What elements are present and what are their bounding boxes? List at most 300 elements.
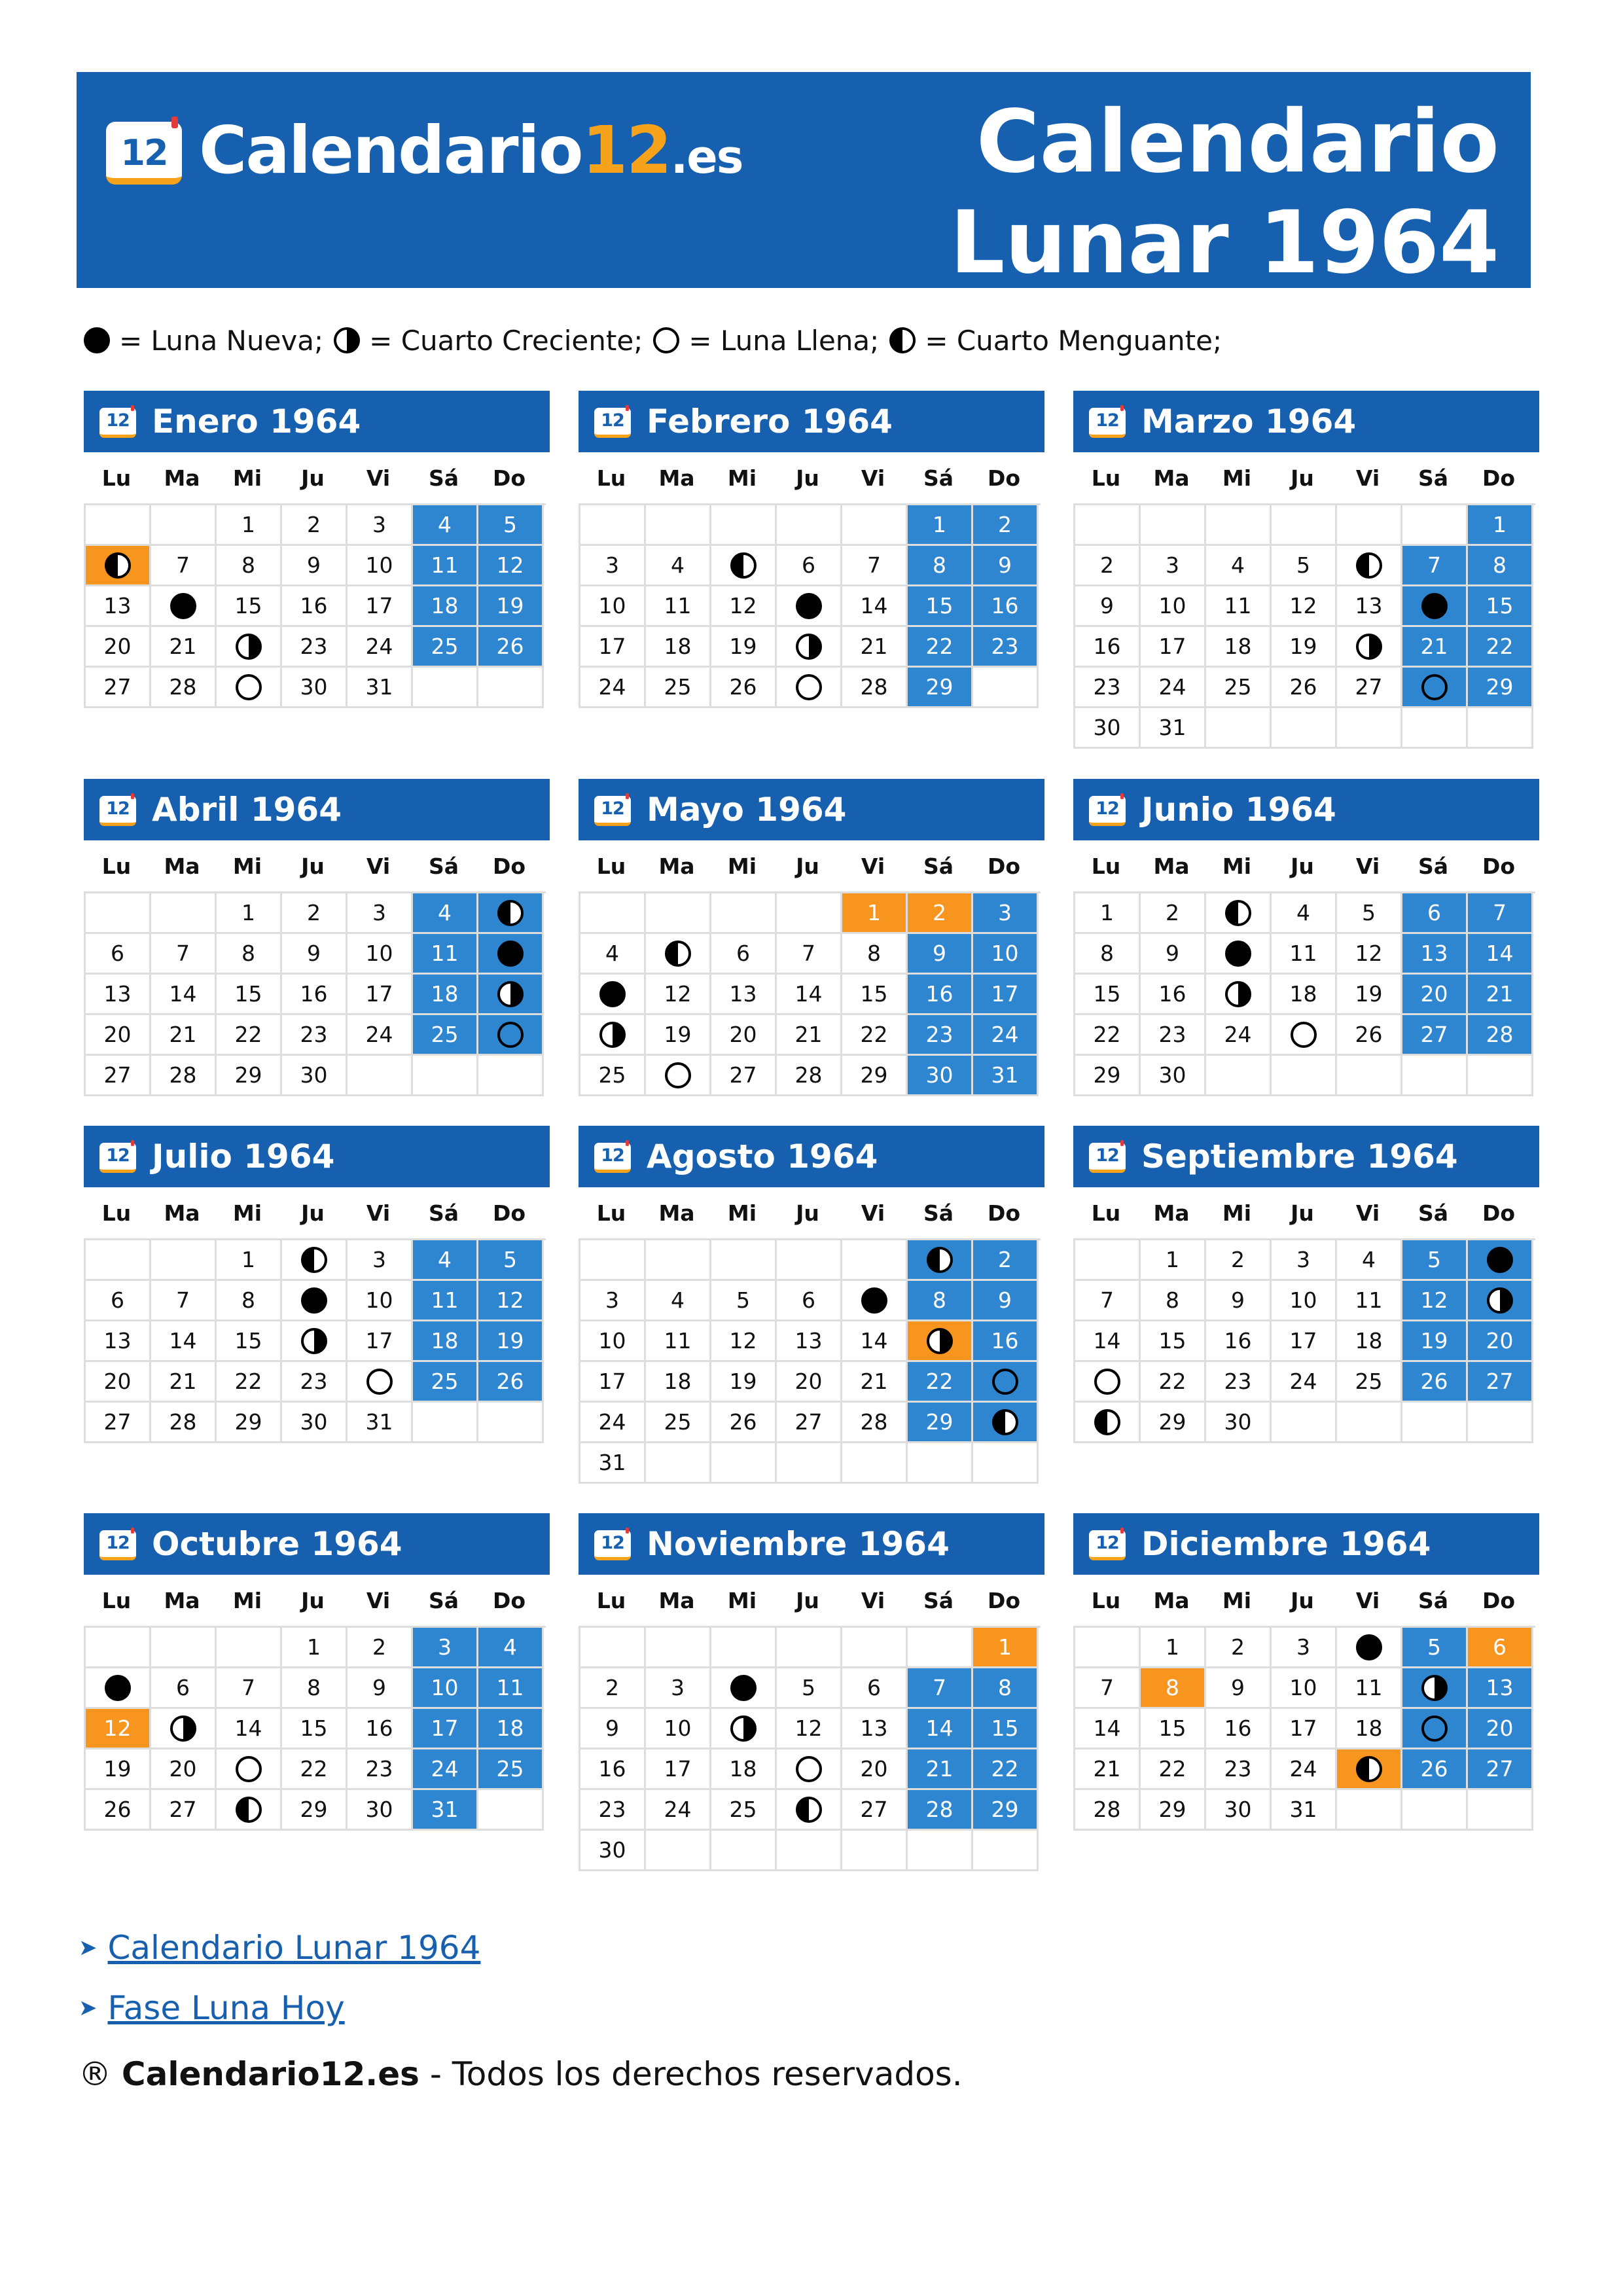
day-cell[interactable]: 26 [1272, 668, 1337, 708]
day-cell[interactable]: 31 [1141, 708, 1206, 749]
day-cell[interactable]: 20 [1468, 1709, 1533, 1749]
day-cell[interactable]: 30 [282, 1403, 348, 1443]
day-cell[interactable]: 9 [580, 1709, 646, 1749]
day-cell[interactable]: 18 [478, 1709, 544, 1749]
day-cell[interactable]: 14 [842, 1321, 908, 1362]
day-cell[interactable] [711, 546, 777, 586]
day-cell[interactable]: 8 [217, 546, 282, 586]
day-cell[interactable]: 22 [217, 1362, 282, 1403]
day-cell[interactable]: 1 [842, 893, 908, 934]
day-cell[interactable]: 22 [1468, 627, 1533, 668]
day-cell[interactable] [580, 1015, 646, 1056]
day-cell[interactable] [777, 586, 842, 627]
day-cell[interactable]: 11 [413, 546, 478, 586]
site-logo[interactable] [106, 108, 742, 193]
day-cell[interactable]: 2 [1206, 1240, 1272, 1281]
day-cell[interactable]: 18 [413, 1321, 478, 1362]
day-cell[interactable]: 9 [1206, 1668, 1272, 1709]
day-cell[interactable]: 30 [1141, 1056, 1206, 1096]
day-cell[interactable]: 8 [217, 934, 282, 975]
day-cell[interactable]: 25 [1337, 1362, 1402, 1403]
day-cell[interactable]: 21 [777, 1015, 842, 1056]
day-cell[interactable]: 5 [478, 505, 544, 546]
day-cell[interactable]: 1 [217, 505, 282, 546]
day-cell[interactable]: 1 [1075, 893, 1141, 934]
day-cell[interactable]: 29 [908, 1403, 973, 1443]
day-cell[interactable]: 3 [580, 1281, 646, 1321]
day-cell[interactable]: 17 [580, 627, 646, 668]
day-cell[interactable]: 6 [151, 1668, 217, 1709]
day-cell[interactable]: 29 [282, 1790, 348, 1831]
day-cell[interactable]: 16 [282, 586, 348, 627]
day-cell[interactable]: 26 [478, 1362, 544, 1403]
day-cell[interactable]: 23 [1206, 1749, 1272, 1790]
day-cell[interactable]: 12 [1337, 934, 1402, 975]
day-cell[interactable]: 21 [1402, 627, 1468, 668]
day-cell[interactable]: 18 [413, 975, 478, 1015]
day-cell[interactable]: 6 [777, 1281, 842, 1321]
day-cell[interactable]: 21 [842, 627, 908, 668]
day-cell[interactable]: 16 [1075, 627, 1141, 668]
day-cell[interactable]: 14 [908, 1709, 973, 1749]
day-cell[interactable]: 23 [580, 1790, 646, 1831]
day-cell[interactable]: 26 [711, 1403, 777, 1443]
day-cell[interactable]: 24 [413, 1749, 478, 1790]
day-cell[interactable]: 9 [973, 1281, 1039, 1321]
day-cell[interactable]: 4 [1206, 546, 1272, 586]
day-cell[interactable]: 15 [217, 975, 282, 1015]
day-cell[interactable]: 5 [1402, 1240, 1468, 1281]
day-cell[interactable]: 11 [1272, 934, 1337, 975]
day-cell[interactable]: 4 [413, 1240, 478, 1281]
day-cell[interactable]: 21 [908, 1749, 973, 1790]
day-cell[interactable]: 22 [1141, 1362, 1206, 1403]
day-cell[interactable]: 13 [1402, 934, 1468, 975]
day-cell[interactable] [1402, 668, 1468, 708]
day-cell[interactable]: 15 [908, 586, 973, 627]
day-cell[interactable]: 11 [1337, 1668, 1402, 1709]
day-cell[interactable]: 23 [1206, 1362, 1272, 1403]
day-cell[interactable]: 4 [413, 505, 478, 546]
day-cell[interactable]: 8 [1141, 1668, 1206, 1709]
day-cell[interactable]: 13 [86, 586, 151, 627]
day-cell[interactable]: 7 [842, 546, 908, 586]
day-cell[interactable]: 21 [151, 1015, 217, 1056]
day-cell[interactable]: 5 [1272, 546, 1337, 586]
day-cell[interactable] [646, 934, 711, 975]
day-cell[interactable]: 22 [1075, 1015, 1141, 1056]
day-cell[interactable]: 27 [86, 668, 151, 708]
day-cell[interactable]: 4 [478, 1628, 544, 1668]
day-cell[interactable]: 4 [1272, 893, 1337, 934]
day-cell[interactable]: 30 [1206, 1403, 1272, 1443]
day-cell[interactable]: 22 [973, 1749, 1039, 1790]
day-cell[interactable]: 10 [973, 934, 1039, 975]
day-cell[interactable]: 22 [908, 627, 973, 668]
day-cell[interactable]: 26 [1402, 1749, 1468, 1790]
day-cell[interactable]: 3 [1272, 1628, 1337, 1668]
day-cell[interactable]: 12 [86, 1709, 151, 1749]
day-cell[interactable]: 14 [1075, 1709, 1141, 1749]
day-cell[interactable]: 9 [348, 1668, 413, 1709]
day-cell[interactable]: 22 [217, 1015, 282, 1056]
day-cell[interactable]: 28 [151, 668, 217, 708]
day-cell[interactable]: 12 [646, 975, 711, 1015]
day-cell[interactable]: 20 [1468, 1321, 1533, 1362]
day-cell[interactable]: 26 [86, 1790, 151, 1831]
day-cell[interactable]: 9 [1075, 586, 1141, 627]
day-cell[interactable]: 10 [646, 1709, 711, 1749]
day-cell[interactable]: 6 [711, 934, 777, 975]
day-cell[interactable]: 30 [908, 1056, 973, 1096]
day-cell[interactable]: 15 [842, 975, 908, 1015]
day-cell[interactable]: 10 [1272, 1668, 1337, 1709]
day-cell[interactable]: 18 [711, 1749, 777, 1790]
day-cell[interactable]: 6 [842, 1668, 908, 1709]
day-cell[interactable]: 20 [777, 1362, 842, 1403]
day-cell[interactable]: 25 [1206, 668, 1272, 708]
day-cell[interactable]: 14 [1075, 1321, 1141, 1362]
day-cell[interactable]: 19 [1337, 975, 1402, 1015]
day-cell[interactable]: 11 [478, 1668, 544, 1709]
day-cell[interactable]: 6 [777, 546, 842, 586]
day-cell[interactable]: 2 [973, 1240, 1039, 1281]
day-cell[interactable]: 2 [1206, 1628, 1272, 1668]
day-cell[interactable]: 20 [1402, 975, 1468, 1015]
day-cell[interactable]: 1 [1468, 505, 1533, 546]
day-cell[interactable]: 1 [217, 893, 282, 934]
day-cell[interactable]: 9 [282, 546, 348, 586]
day-cell[interactable]: 24 [348, 627, 413, 668]
day-cell[interactable]: 19 [1402, 1321, 1468, 1362]
day-cell[interactable]: 7 [151, 546, 217, 586]
day-cell[interactable]: 13 [711, 975, 777, 1015]
day-cell[interactable]: 5 [1402, 1628, 1468, 1668]
day-cell[interactable]: 15 [973, 1709, 1039, 1749]
day-cell[interactable]: 17 [1141, 627, 1206, 668]
day-cell[interactable]: 28 [777, 1056, 842, 1096]
day-cell[interactable]: 11 [413, 934, 478, 975]
day-cell[interactable] [777, 627, 842, 668]
day-cell[interactable]: 19 [711, 1362, 777, 1403]
day-cell[interactable]: 2 [282, 505, 348, 546]
day-cell[interactable]: 29 [217, 1403, 282, 1443]
day-cell[interactable]: 13 [86, 1321, 151, 1362]
day-cell[interactable]: 20 [86, 1362, 151, 1403]
day-cell[interactable]: 7 [1402, 546, 1468, 586]
day-cell[interactable]: 12 [711, 586, 777, 627]
day-cell[interactable]: 15 [282, 1709, 348, 1749]
day-cell[interactable]: 19 [646, 1015, 711, 1056]
day-cell[interactable]: 28 [1075, 1790, 1141, 1831]
day-cell[interactable]: 22 [842, 1015, 908, 1056]
day-cell[interactable]: 23 [282, 1015, 348, 1056]
day-cell[interactable]: 11 [413, 1281, 478, 1321]
day-cell[interactable]: 31 [413, 1790, 478, 1831]
day-cell[interactable]: 3 [973, 893, 1039, 934]
day-cell[interactable]: 16 [1206, 1709, 1272, 1749]
day-cell[interactable]: 27 [842, 1790, 908, 1831]
day-cell[interactable]: 10 [348, 546, 413, 586]
day-cell[interactable]: 8 [842, 934, 908, 975]
day-cell[interactable] [646, 1056, 711, 1096]
day-cell[interactable]: 9 [1206, 1281, 1272, 1321]
day-cell[interactable]: 9 [282, 934, 348, 975]
day-cell[interactable]: 9 [908, 934, 973, 975]
day-cell[interactable] [1468, 1240, 1533, 1281]
day-cell[interactable]: 21 [151, 627, 217, 668]
day-cell[interactable]: 18 [1272, 975, 1337, 1015]
day-cell[interactable]: 24 [1272, 1749, 1337, 1790]
day-cell[interactable]: 8 [217, 1281, 282, 1321]
day-cell[interactable]: 30 [1075, 708, 1141, 749]
day-cell[interactable]: 20 [842, 1749, 908, 1790]
day-cell[interactable]: 18 [1206, 627, 1272, 668]
day-cell[interactable]: 28 [842, 668, 908, 708]
day-cell[interactable]: 19 [478, 586, 544, 627]
day-cell[interactable]: 8 [282, 1668, 348, 1709]
day-cell[interactable]: 27 [1337, 668, 1402, 708]
link-calendario-lunar[interactable]: Calendario Lunar 1964 [107, 1929, 481, 1967]
day-cell[interactable] [217, 1749, 282, 1790]
day-cell[interactable]: 23 [973, 627, 1039, 668]
day-cell[interactable]: 14 [777, 975, 842, 1015]
day-cell[interactable]: 7 [908, 1668, 973, 1709]
day-cell[interactable]: 9 [973, 546, 1039, 586]
day-cell[interactable]: 30 [282, 1056, 348, 1096]
day-cell[interactable]: 14 [151, 975, 217, 1015]
day-cell[interactable]: 17 [973, 975, 1039, 1015]
day-cell[interactable] [478, 934, 544, 975]
day-cell[interactable]: 1 [908, 505, 973, 546]
day-cell[interactable]: 5 [711, 1281, 777, 1321]
day-cell[interactable]: 29 [842, 1056, 908, 1096]
day-cell[interactable] [1402, 1668, 1468, 1709]
day-cell[interactable]: 25 [413, 1362, 478, 1403]
day-cell[interactable]: 31 [348, 1403, 413, 1443]
day-cell[interactable]: 11 [646, 1321, 711, 1362]
day-cell[interactable]: 27 [86, 1403, 151, 1443]
day-cell[interactable]: 27 [86, 1056, 151, 1096]
day-cell[interactable]: 25 [478, 1749, 544, 1790]
day-cell[interactable]: 12 [777, 1709, 842, 1749]
day-cell[interactable]: 28 [151, 1403, 217, 1443]
day-cell[interactable]: 3 [580, 546, 646, 586]
day-cell[interactable]: 1 [1141, 1240, 1206, 1281]
day-cell[interactable] [282, 1281, 348, 1321]
day-cell[interactable]: 29 [1141, 1790, 1206, 1831]
day-cell[interactable] [711, 1668, 777, 1709]
day-cell[interactable]: 24 [348, 1015, 413, 1056]
day-cell[interactable]: 24 [1272, 1362, 1337, 1403]
day-cell[interactable]: 2 [973, 505, 1039, 546]
day-cell[interactable]: 27 [1402, 1015, 1468, 1056]
day-cell[interactable]: 12 [1272, 586, 1337, 627]
day-cell[interactable]: 18 [646, 1362, 711, 1403]
day-cell[interactable]: 16 [1141, 975, 1206, 1015]
day-cell[interactable]: 1 [217, 1240, 282, 1281]
day-cell[interactable]: 31 [973, 1056, 1039, 1096]
day-cell[interactable] [478, 893, 544, 934]
day-cell[interactable]: 5 [478, 1240, 544, 1281]
day-cell[interactable]: 18 [413, 586, 478, 627]
day-cell[interactable]: 20 [711, 1015, 777, 1056]
day-cell[interactable]: 14 [151, 1321, 217, 1362]
day-cell[interactable]: 7 [1075, 1668, 1141, 1709]
day-cell[interactable]: 20 [86, 1015, 151, 1056]
day-cell[interactable] [1075, 1403, 1141, 1443]
day-cell[interactable] [842, 1281, 908, 1321]
day-cell[interactable]: 19 [1272, 627, 1337, 668]
day-cell[interactable]: 25 [413, 627, 478, 668]
day-cell[interactable]: 23 [348, 1749, 413, 1790]
day-cell[interactable]: 5 [777, 1668, 842, 1709]
day-cell[interactable]: 7 [1075, 1281, 1141, 1321]
day-cell[interactable] [478, 975, 544, 1015]
link-fase-luna-hoy[interactable]: Fase Luna Hoy [107, 1989, 345, 2027]
day-cell[interactable]: 17 [1272, 1321, 1337, 1362]
day-cell[interactable] [151, 586, 217, 627]
day-cell[interactable]: 3 [348, 505, 413, 546]
day-cell[interactable]: 15 [1468, 586, 1533, 627]
day-cell[interactable]: 8 [908, 546, 973, 586]
day-cell[interactable]: 16 [348, 1709, 413, 1749]
day-cell[interactable]: 24 [580, 1403, 646, 1443]
day-cell[interactable] [478, 1015, 544, 1056]
day-cell[interactable] [1337, 1749, 1402, 1790]
day-cell[interactable]: 25 [646, 668, 711, 708]
day-cell[interactable]: 16 [973, 1321, 1039, 1362]
day-cell[interactable]: 18 [1337, 1321, 1402, 1362]
day-cell[interactable]: 11 [1206, 586, 1272, 627]
day-cell[interactable]: 2 [282, 893, 348, 934]
day-cell[interactable]: 23 [908, 1015, 973, 1056]
day-cell[interactable] [86, 546, 151, 586]
day-cell[interactable]: 17 [348, 1321, 413, 1362]
day-cell[interactable]: 17 [580, 1362, 646, 1403]
day-cell[interactable]: 29 [1075, 1056, 1141, 1096]
day-cell[interactable]: 4 [580, 934, 646, 975]
day-cell[interactable]: 15 [217, 1321, 282, 1362]
day-cell[interactable]: 13 [1337, 586, 1402, 627]
day-cell[interactable] [1402, 586, 1468, 627]
day-cell[interactable]: 31 [580, 1443, 646, 1484]
day-cell[interactable] [282, 1321, 348, 1362]
day-cell[interactable]: 7 [151, 1281, 217, 1321]
day-cell[interactable]: 28 [1468, 1015, 1533, 1056]
day-cell[interactable]: 3 [1272, 1240, 1337, 1281]
day-cell[interactable] [973, 1403, 1039, 1443]
day-cell[interactable]: 18 [646, 627, 711, 668]
day-cell[interactable]: 27 [151, 1790, 217, 1831]
day-cell[interactable] [1272, 1015, 1337, 1056]
day-cell[interactable]: 22 [282, 1749, 348, 1790]
day-cell[interactable]: 21 [1468, 975, 1533, 1015]
day-cell[interactable]: 4 [646, 546, 711, 586]
day-cell[interactable]: 24 [646, 1790, 711, 1831]
day-cell[interactable]: 26 [478, 627, 544, 668]
day-cell[interactable] [217, 1790, 282, 1831]
day-cell[interactable]: 17 [413, 1709, 478, 1749]
day-cell[interactable]: 28 [151, 1056, 217, 1096]
day-cell[interactable] [1402, 1709, 1468, 1749]
day-cell[interactable]: 8 [1468, 546, 1533, 586]
day-cell[interactable]: 21 [1075, 1749, 1141, 1790]
day-cell[interactable]: 10 [413, 1668, 478, 1709]
day-cell[interactable]: 12 [478, 1281, 544, 1321]
day-cell[interactable]: 26 [1402, 1362, 1468, 1403]
day-cell[interactable] [217, 627, 282, 668]
day-cell[interactable]: 10 [1272, 1281, 1337, 1321]
day-cell[interactable]: 26 [711, 668, 777, 708]
day-cell[interactable]: 29 [908, 668, 973, 708]
day-cell[interactable]: 19 [478, 1321, 544, 1362]
day-cell[interactable]: 8 [1075, 934, 1141, 975]
day-cell[interactable]: 30 [1206, 1790, 1272, 1831]
day-cell[interactable]: 12 [711, 1321, 777, 1362]
day-cell[interactable]: 10 [1141, 586, 1206, 627]
day-cell[interactable] [973, 1362, 1039, 1403]
day-cell[interactable]: 13 [777, 1321, 842, 1362]
day-cell[interactable]: 29 [1141, 1403, 1206, 1443]
day-cell[interactable]: 25 [580, 1056, 646, 1096]
day-cell[interactable]: 7 [151, 934, 217, 975]
day-cell[interactable]: 13 [1468, 1668, 1533, 1709]
day-cell[interactable]: 21 [151, 1362, 217, 1403]
day-cell[interactable]: 9 [1141, 934, 1206, 975]
day-cell[interactable]: 6 [86, 1281, 151, 1321]
day-cell[interactable] [1206, 893, 1272, 934]
day-cell[interactable] [777, 1749, 842, 1790]
day-cell[interactable]: 2 [348, 1628, 413, 1668]
day-cell[interactable]: 19 [86, 1749, 151, 1790]
day-cell[interactable]: 20 [151, 1749, 217, 1790]
day-cell[interactable]: 5 [1337, 893, 1402, 934]
day-cell[interactable]: 30 [348, 1790, 413, 1831]
day-cell[interactable]: 27 [1468, 1749, 1533, 1790]
day-cell[interactable] [348, 1362, 413, 1403]
day-cell[interactable]: 7 [217, 1668, 282, 1709]
day-cell[interactable]: 4 [646, 1281, 711, 1321]
day-cell[interactable]: 10 [580, 1321, 646, 1362]
day-cell[interactable] [151, 1709, 217, 1749]
day-cell[interactable] [1337, 546, 1402, 586]
day-cell[interactable]: 15 [1141, 1321, 1206, 1362]
day-cell[interactable] [1206, 934, 1272, 975]
day-cell[interactable]: 29 [973, 1790, 1039, 1831]
day-cell[interactable]: 14 [842, 586, 908, 627]
day-cell[interactable]: 23 [282, 1362, 348, 1403]
day-cell[interactable]: 29 [217, 1056, 282, 1096]
day-cell[interactable]: 18 [1337, 1709, 1402, 1749]
day-cell[interactable]: 13 [842, 1709, 908, 1749]
day-cell[interactable]: 17 [646, 1749, 711, 1790]
day-cell[interactable]: 12 [1402, 1281, 1468, 1321]
day-cell[interactable]: 13 [86, 975, 151, 1015]
day-cell[interactable]: 28 [908, 1790, 973, 1831]
day-cell[interactable]: 2 [1075, 546, 1141, 586]
day-cell[interactable]: 21 [842, 1362, 908, 1403]
day-cell[interactable]: 15 [1141, 1709, 1206, 1749]
day-cell[interactable] [580, 975, 646, 1015]
day-cell[interactable]: 3 [348, 893, 413, 934]
day-cell[interactable]: 16 [973, 586, 1039, 627]
day-cell[interactable]: 3 [646, 1668, 711, 1709]
day-cell[interactable]: 25 [413, 1015, 478, 1056]
day-cell[interactable]: 28 [842, 1403, 908, 1443]
day-cell[interactable]: 30 [282, 668, 348, 708]
day-cell[interactable]: 15 [1075, 975, 1141, 1015]
